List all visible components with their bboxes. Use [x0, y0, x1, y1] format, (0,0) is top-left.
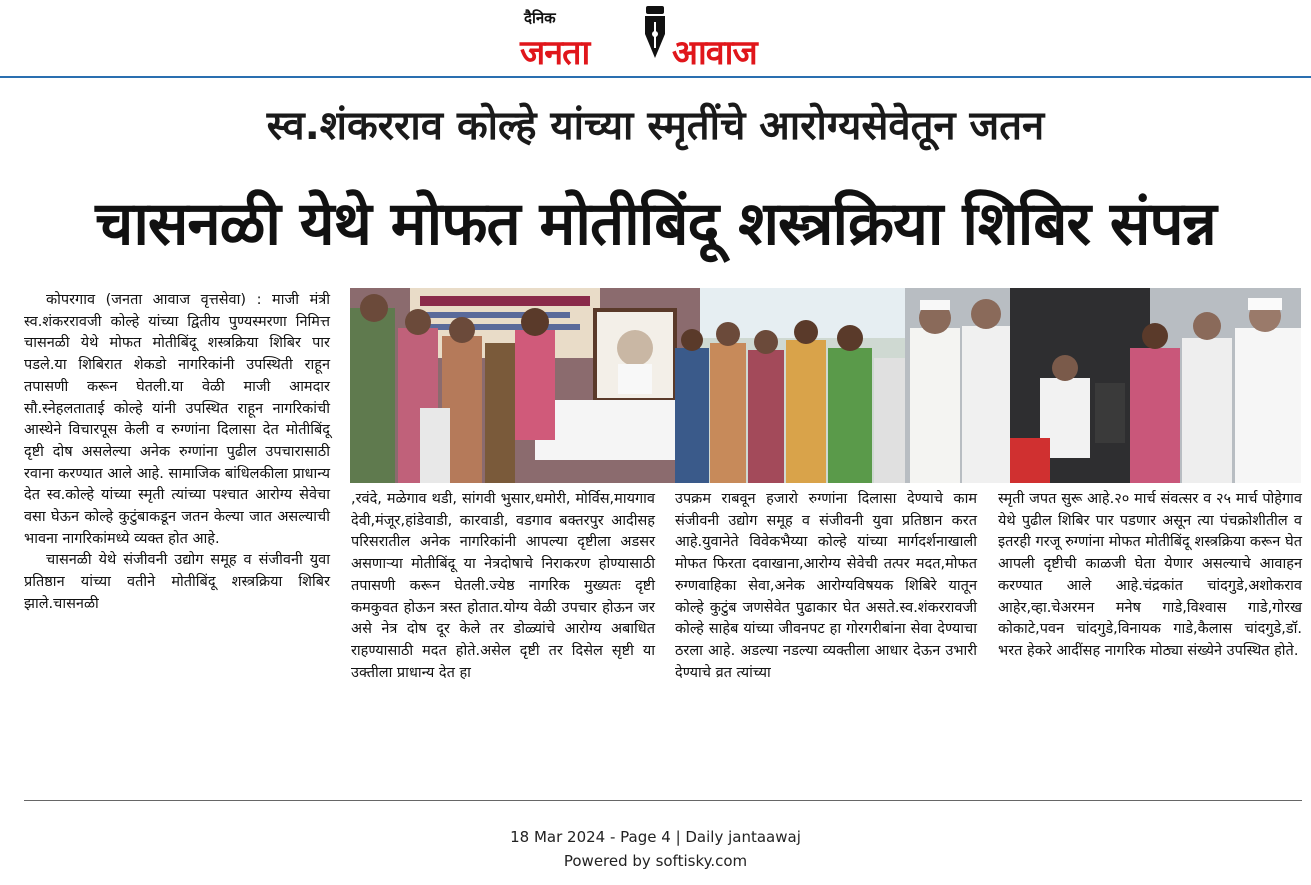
- masthead-prefix: दैनिक: [524, 9, 556, 27]
- pen-nib-logo-icon: [640, 4, 670, 64]
- masthead-divider: [0, 76, 1311, 78]
- article-column-2: [351, 489, 655, 684]
- footer-page-info: 18 Mar 2024 - Page 4 | Daily jantaawaj: [510, 828, 801, 846]
- article-column-1: [24, 290, 330, 616]
- footer-divider: [24, 800, 1302, 801]
- article-column-3: [675, 489, 977, 684]
- article-paragraph: कोपरगाव (जनता आवाज वृत्तसेवा) : माजी मंत्री स्व.शंकररावजी कोल्हे यांच्या द्वितीय पुण्यस्मरणा निमित्त चासनळी येथे मोफत मोतीबिंदू शस्त्रक्रिया शिबिर पार पडले.या शिबिरात शेकडो नागरिकांनी उपस्थिती राहून तपासणी करून घेतली.या वेळी माजी आमदार सौ.स्नेहलताताई कोल्हे यांनी उपस्थित राहून नागरिकांची आस्थेने विचारपूस केली व रुग्णांना दिलासा देत मोतीबिंदू दृष्टी दोष असलेल्या अनेक रुग्णांना पुढील उपचारासाठी रवाना करण्यात आले आहे. सामाजिक बांधिलकीला प्राधान्य देत स्व.कोल्हे यांच्या स्मृती त्यांच्या पश्चात आरोग्य सेवेचा वसा घेऊन कोल्हे कुटुंबाकडून जतन केल्या जात असल्याची भावना नागरिकांमध्ये व्यक्त होत आहे.: [24, 292, 330, 547]
- article-paragraph: चासनळी येथे संजीवनी उद्योग समूह व संजीवनी युवा प्रतिष्ठान यांच्या वतीने मोतीबिंदू शस्त्रक्रिया शिबिर झाले.चासनळी: [24, 552, 330, 612]
- article-paragraph: उपक्रम राबवून हजारो रुग्णांना दिलासा देण्याचे काम संजीवनी उद्योग समूह व संजीवनी युवा प्रतिष्ठान करत आहे.युवानेते विवेकभैय्या कोल्हे यांच्या मार्गदर्शनाखाली मोफत फिरता दवाखाना,आरोग्य सेवेची तत्पर मदत,मोफत रुग्णवाहिका सेवा,अनेक आरोग्यविषयक शिबिरे यातून कोल्हे कुटुंब जणसेवेत पुढाकार घेत असते.स्व.शंकररावजी कोल्हे साहेब यांच्या जीवनपट हा गोरगरीबांना सेवा देण्याचा ठरला आहे. अडल्या नडल्या व्यक्तीला आधार देऊन उभारी देण्याचे व्रत त्यांच्या: [675, 491, 977, 681]
- masthead-name-part1: जनता: [520, 33, 590, 73]
- article-paragraph: स्मृती जपत सुरू आहे.२० मार्च संवत्सर व २५ मार्च पोहेगाव येथे पुढील शिबिर पार पडणार असून त्या पंचक्रोशीतील व इतरही गरजू रुग्णांना मोफत मोतीबिंदू शस्त्रक्रिया करून घेत आपली दृष्टीची काळजी घेता येणार असल्याचे आवाहन करण्यात आले आहे.चंद्रकांत चांदगुडे,अशोकराव आहेर,व्हा.चेअरमन मनेष गाडे,विश्वास गाडे,गोरख कोकाटे,पवन चांदगुडे,विनायक गाडे,कैलास चांदगुडे,डॉ. भरत हेकरे आदींसह नागरिक मोठ्या संख्येने उपस्थित होते.: [998, 491, 1302, 659]
- article-headline: चासनळी येथे मोफत मोतीबिंदू शस्त्रक्रिया शिबिर संपन्न: [95, 189, 1216, 259]
- article-paragraph: ,रवंदे, मळेगाव थडी, सांगवी भुसार,धमोरी, मोर्विस,मायगाव देवी,मंजूर,हांडेवाडी, कारवाडी, वडगाव बक्तरपुर आदीसह परिसरातील अनेक नागरिकांनी आपल्या दृष्टीला अडसर असणाऱ्या मोतीबिंदू या नेत्रदोषाचे निराकरण होण्यासाठी तपासणी करून घेतली.ज्येष्ठ नागरिक मुख्यतः दृष्टी कमकुवत होऊन त्रस्त होतात.योग्य वेळी उपचार होऊन जर असे नेत्र दोष दूर केले तर डोळ्यांचे आरोग्य अबाधित राहण्यासाठी मदत होते.असेल दृष्टी तर दिसेल सृष्टी या उक्तीला प्राधान्य देत हा: [351, 491, 655, 681]
- article-kicker: स्व.शंकरराव कोल्हे यांच्या स्मृतींचे आरोग्यसेवेतून जतन: [266, 103, 1045, 149]
- masthead-name-part2: आवाज: [672, 33, 757, 73]
- masthead: [0, 0, 1311, 76]
- article-column-4: [998, 489, 1302, 663]
- article-photo: [350, 288, 1301, 483]
- footer-powered-by: Powered by softisky.com: [563, 852, 748, 870]
